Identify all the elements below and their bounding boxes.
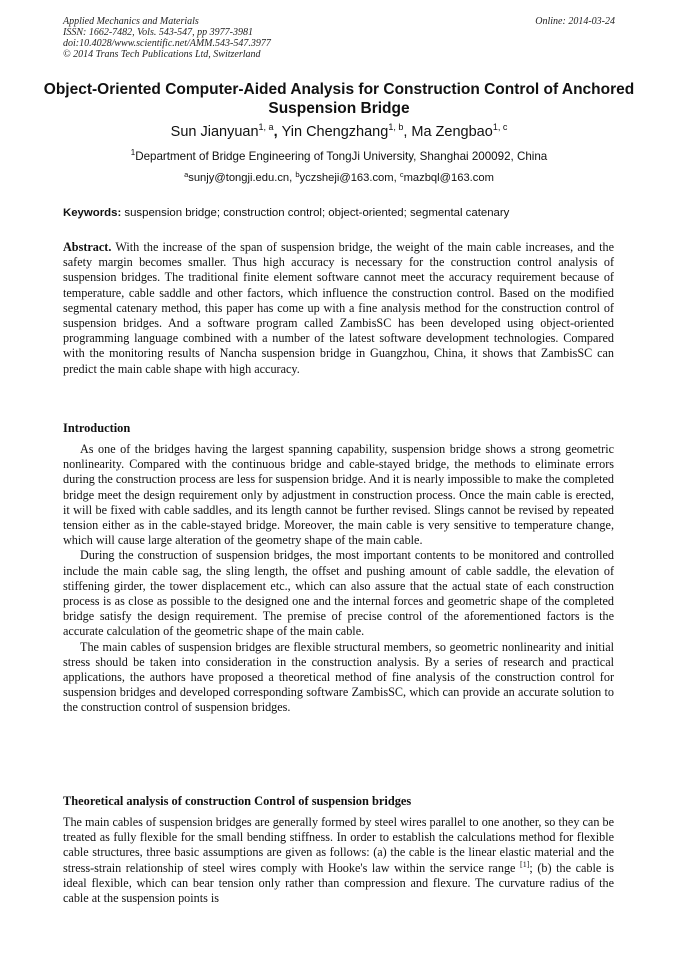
citation-ref: [1] — [520, 859, 530, 869]
affiliation-text: Department of Bridge Engineering of TongJi University, Shanghai 200092, China — [135, 150, 548, 163]
email-address: yczsheji@163.com — [299, 172, 394, 184]
paragraph — [63, 815, 614, 906]
journal-name: Applied Mechanics and Materials — [63, 16, 199, 27]
keywords — [63, 206, 623, 221]
keywords-label: Keywords: — [63, 207, 122, 219]
email-address: mazbql@163.com — [403, 172, 494, 184]
paper-title: Object-Oriented Computer-Aided Analysis for Construction Control of Anchored Suspension Bridge — [43, 81, 635, 117]
section-heading-theory: Theoretical analysis of construction Control of suspension bridges — [63, 794, 412, 808]
author-emails: $^a$sunjy@tongji.edu.cn, $^b$yczsheji@163.com, $^c$mazbql@163.com — [184, 170, 494, 184]
email-mark: a — [184, 170, 189, 179]
copyright-line: © 2014 Trans Tech Publications Ltd, Switzerland — [63, 49, 261, 60]
author-affil-mark: 1, c — [492, 122, 508, 132]
section-heading-introduction: Introduction — [63, 421, 131, 435]
author-list: Sun Jianyuan$^{1, a}$, Yin Chengzhang$^{1, b}$, Ma Zengbao$^{1, c}$ — [170, 122, 508, 140]
abstract — [63, 240, 614, 377]
author-name: Yin Chengzhang — [281, 124, 389, 140]
paragraph: The main cables of suspension bridges are flexible structural members, so geometric nonlinearity and initial stress should be taken into consideration in the construction analysis. By a series of research and practical applications, the authors have proposed a theoretical method of fine analysis of the construction control for suspension bridges and developed corresponding software ZambisSC, which can provide an accurate solution to the construction control of suspension bridges. — [63, 639, 614, 715]
paragraph: As one of the bridges having the largest spanning capability, suspension bridge shows a strong geometric nonlinearity. Compared with the continuous bridge and cable-stayed bridge, the methods to eliminate errors during the construction process are less for suspension bridge. And it is nearly impossible to make the completed bridge meet the design requirement only by adjustment in construction process. Once the main cable is erected, it will be fixed with cable saddles, and its length cannot be further revised. Slings cannot be revised by repeated tension either as in the cable-stayed bridge. Moreover, the main cable is very sensitive to temperature change, which will cause large alteration of the geometry shape of the main cable. — [63, 442, 614, 548]
doi-line: doi:10.4028/www.scientific.net/AMM.543-547.3977 — [63, 38, 271, 49]
theory-text-cont: ; (b) the cable is ideal flexible, which can bear tension only rather than compression and flexure. The curvature radius of the cable at the suspension points is — [63, 860, 614, 906]
theory-text: The main cables of suspension bridges are generally formed by steel wires parallel to one another, so they can be treated as fully flexible for the small bending stiffness. In order to establish the calculations method for flexible cable structures, three basic assumptions are given as follows: (a) the cable is the linear elastic material and the stress-strain relationship of steel wires comply with Hooke's law within the service range — [63, 815, 614, 875]
author-name: Ma Zengbao — [411, 124, 493, 140]
introduction-body — [63, 442, 614, 716]
author-name: Sun Jianyuan — [170, 124, 259, 140]
abstract-label: Abstract. — [63, 240, 112, 254]
email-address: sunjy@tongji.edu.cn — [188, 172, 290, 184]
keywords-text: suspension bridge; construction control; object-oriented; segmental catenary — [124, 207, 510, 219]
online-date: Online: 2014-03-24 — [535, 16, 615, 27]
abstract-text: With the increase of the span of suspension bridge, the weight of the main cable increases, and the safety margin becomes smaller. Thus high accuracy is necessary for the construction control analysis of suspension bridges. The traditional finite element software cannot meet the accuracy requirement because of temperature, cable saddle and other factors, which influence the construction control. Based on the modified segmental catenary method, this paper has come up with a fine analysis method for the construction control of suspension bridges. And a software program called ZambisSC has been developed using object-oriented programming language combined with a number of the latest software development technologies. Compared with the monitoring results of Nancha suspension bridge in Guangzhou, China, it shows that ZambisSC can predict the main cable shape with high accuracy. — [63, 240, 614, 376]
issn-line: ISSN: 1662-7482, Vols. 543-547, pp 3977-3981 — [63, 27, 253, 38]
affiliation — [40, 149, 638, 164]
paragraph: During the construction of suspension bridges, the most important contents to be monitored and controlled include the main cable sag, the sling length, the offset and pushing amount of cable saddle, the elevation of stiffening girder, the tower displacement etc., which can also assure that the actual state of each construction process is as close as possible to the designed one and the internal forces and geometric shape of the completed bridge satisfy the design requirement. The premise of precise control of the aforementioned factors is the accurate calculation of the geometric shape of the main cable. — [63, 548, 614, 639]
author-affil-mark: 1, a — [258, 122, 274, 132]
journal-header — [63, 16, 615, 60]
author-affil-mark: 1, b — [388, 122, 404, 132]
email-mark: c — [399, 170, 404, 179]
theory-body — [63, 815, 614, 906]
affiliation-mark: 1 — [130, 148, 136, 157]
email-mark: b — [295, 170, 300, 179]
